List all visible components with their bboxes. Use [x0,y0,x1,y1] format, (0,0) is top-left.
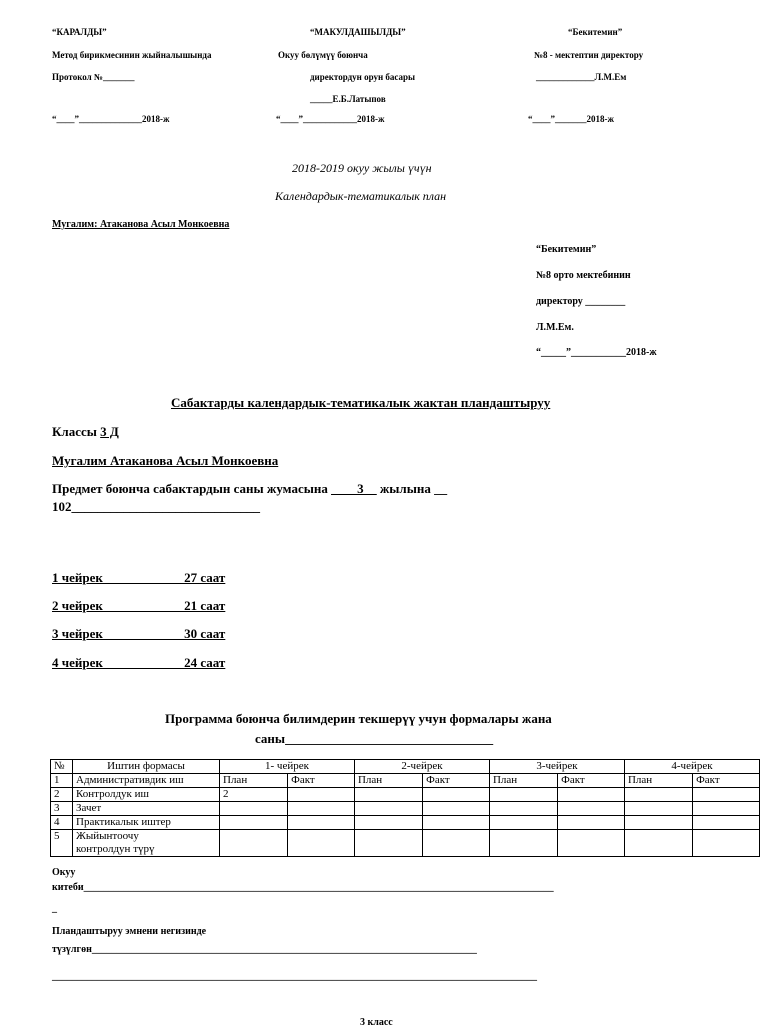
cell [288,816,355,830]
control-heading-2: саны________________________________ [255,731,494,746]
cell [489,788,557,802]
quarter-3: 3 чейрек ____________30 саат [52,626,226,641]
header-quarter-3: 3-чейрек [489,760,624,774]
cell: 2 [220,788,288,802]
header-col3-line2: _____________Л.М.Ем [536,72,627,82]
approve-date: “_____”___________2018-ж [536,347,657,358]
cell [693,802,760,816]
cell [220,802,288,816]
row-form: Жыйынтоочу контролдун түрү [73,830,220,857]
cell [624,802,692,816]
plan-header: План [624,774,692,788]
header-col1-title: “КАРАЛДЫ” [52,27,107,37]
header-col3-title: “Бекитемин” [568,27,623,37]
fact-header: Факт [288,774,355,788]
basis-line-1: Пландаштыруу эмнени негизинде [52,926,207,937]
header-col2-title: “МАКУЛДАШЫЛДЫ” [310,27,406,37]
cell [354,816,422,830]
header-col2-line2: директордун орун басары [310,72,416,82]
long-line: _________________________________________________________________________________________________ [52,971,537,982]
cell [288,788,355,802]
hours-week: ____3__ [331,481,377,496]
quarter-4: 4 чейрек ____________24 саат [52,655,226,670]
book-label: Окуу [52,867,76,878]
fact-header: Факт [423,774,490,788]
table-header-row [51,760,760,774]
quarter-2: 2 чейрек ____________21 саат [52,598,226,613]
title-line1: 2018-2019 окуу жылы үчүн [292,161,432,175]
row-num: 2 [51,788,73,802]
teacher-line: Мугалим: Атаканова Асыл Монкоевна [52,219,230,230]
row-num: 5 [51,830,73,857]
cell [693,788,760,802]
cell [489,802,557,816]
header-col1-line1: Метод бирикмесинин жыйналышында [52,50,212,60]
table-row [51,802,760,816]
title-line2: Календардык-тематикалык план [275,189,447,203]
cell [489,830,557,857]
cell [558,788,625,802]
header-col2-date: “____”____________2018-ж [276,114,385,124]
row-form: Практикалык иштер [73,816,220,830]
header-form: Иштин формасы [73,760,220,774]
hours-year: 102_____________________________ [52,499,260,514]
table-row [51,830,760,857]
header-col3-line1: №8 - мектептин директору [534,50,644,60]
teacher-full: Мугалим Атаканова Асыл Монкоевна [52,453,279,468]
cell [288,830,355,857]
hours-line1 [52,481,447,497]
footer-class: 3 класс [360,1017,393,1028]
cell [288,802,355,816]
approve-line3: Л.М.Ем. [536,322,574,333]
plan-header: План [354,774,422,788]
hours-dash: __ [434,481,448,496]
row-num: 4 [51,816,73,830]
fact-header: Факт [693,774,760,788]
cell [558,802,625,816]
table-row [51,788,760,802]
basis-line-2: түзүлгөн_____________________________________________________________________________ [52,944,477,955]
cell [624,788,692,802]
cell [558,830,625,857]
dash: _ [52,903,57,914]
book-line: китеби______________________________________________________________________________________________ [52,882,554,893]
table-row [51,816,760,830]
plan-header: План [220,774,288,788]
cell [423,802,490,816]
cell [693,830,760,857]
header-col2-line1: Окуу бөлүмүү боюнча [278,50,368,60]
header-col1-line2: Протокол №_______ [52,72,135,82]
cell [354,802,422,816]
row-form: Зачет [73,802,220,816]
row-form: Административдик иш [73,774,220,788]
hours-label: Предмет боюнча сабактардын саны жумасына [52,481,332,496]
cell [624,830,692,857]
table-row [51,774,760,788]
header-quarter-4: 4-чейрек [624,760,759,774]
cell [354,830,422,857]
cell [489,816,557,830]
quarter-1: 1 чейрек ____________27 саат [52,570,226,585]
approve-line2: директору ________ [536,296,626,307]
row-num: 1 [51,774,73,788]
cell [693,816,760,830]
cell [220,816,288,830]
hours-year-label: жылына [376,481,435,496]
header-quarter-1: 1- чейрек [220,760,355,774]
plan-header: План [489,774,557,788]
row-num: 3 [51,802,73,816]
cell [423,816,490,830]
row-form: Контролдук иш [73,788,220,802]
cell [220,830,288,857]
header-num: № [51,760,73,774]
class-label: Классы [52,424,101,439]
header-quarter-2: 2-чейрек [354,760,489,774]
header-col2-line3: _____Е.Б.Латыпов [310,94,386,104]
header-col1-date: “____”______________2018-ж [52,114,170,124]
cell [423,830,490,857]
approve-title: “Бекитемин” [536,244,597,255]
cell [624,816,692,830]
control-forms-table [50,759,760,857]
fact-header: Факт [558,774,625,788]
class-value: 3 Д [100,424,119,439]
class-line [52,424,119,440]
cell [558,816,625,830]
header-col3-date: “____”_______2018-ж [528,114,615,124]
cell [423,788,490,802]
cell [354,788,422,802]
section-heading: Сабактарды календардык-тематикалык жактан пландаштыруу [171,395,551,410]
approve-line1: №8 орто мектебинин [536,270,631,281]
control-heading-1: Программа боюнча билимдерин текшерүү учун формалары жана [165,711,552,726]
